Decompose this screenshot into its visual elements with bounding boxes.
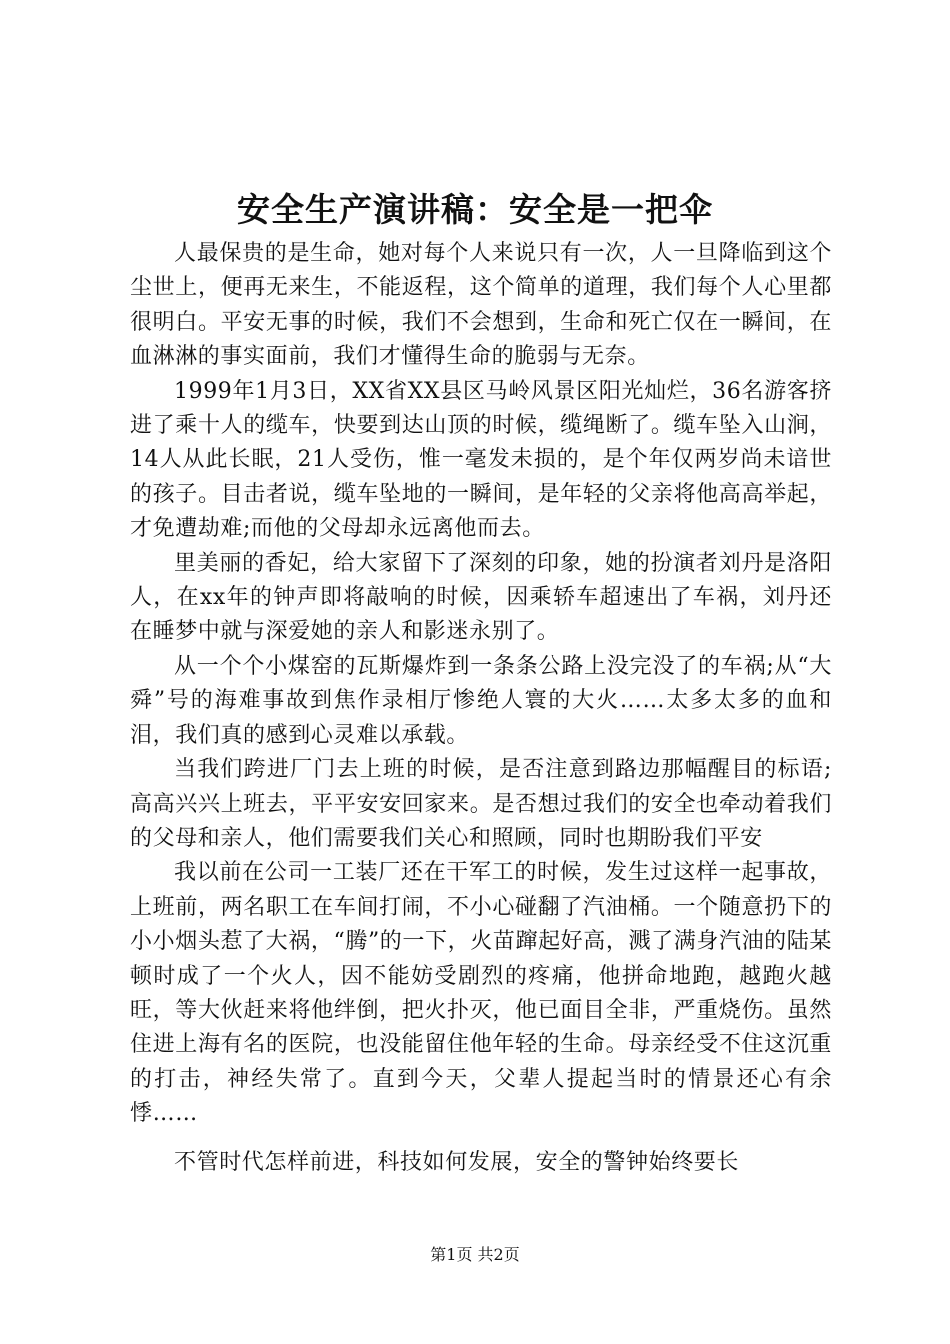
paragraph-2: 1999年1月3日，XX省XX县区马岭风景区阳光灿烂，36名游客挤进了乘十人的缆车，快要到达山顶的时候，缆绳断了。缆车坠入山涧，14人从此长眠，21人受伤，惟一毫发未损的，是个年仅两岁尚未谙世的孩子。目击者说，缆车坠地的一瞬间，是年轻的父亲将他高高举起，才免遭劫难;而他的父母却永远离他而去。: [130, 378, 832, 542]
paragraph-5: 当我们跨进厂门去上班的时候，是否注意到路边那幅醒目的标语;高高兴兴上班去，平平安安回家来。是否想过我们的安全也牵动着我们的父母和亲人，他们需要我们关心和照顾，同时也期盼我们平安: [130, 757, 832, 851]
document-body: [130, 237, 832, 1180]
paragraph-6: 我以前在公司一工装厂还在干军工的时候，发生过这样一起事故，上班前，两名职工在车间打闹，不小心碰翻了汽油桶。一个随意扔下的小小烟头惹了大祸，“腾”的一下，火苗蹿起好高，溅了满身汽油的陆某顿时成了一个火人，因不能妨受剧烈的疼痛，他拼命地跑，越跑火越旺，等大伙赶来将他绊倒，把火扑灭，他已面目全非，严重烧伤。虽然住进上海有名的医院，也没能留住他年轻的生命。母亲经受不住这沉重的打击，神经失常了。直到今天，父辈人提起当时的情景还心有余悸……: [130, 860, 832, 1127]
paragraph-3: 里美丽的香妃，给大家留下了深刻的印象，她的扮演者刘丹是洛阳人，在xx年的钟声即将敲响的时候，因乘轿车超速出了车祸，刘丹还在睡梦中就与深爱她的亲人和影迷永别了。: [130, 550, 832, 645]
paragraph-7: 不管时代怎样前进，科技如何发展，安全的警钟始终要长: [174, 1149, 740, 1175]
paragraph-4: 从一个个小煤窑的瓦斯爆炸到一条条公路上没完没了的车祸;从“大舜”号的海难事故到焦作录相厅惨绝人寰的大火……太多太多的血和泪，我们真的感到心灵难以承载。: [130, 653, 832, 748]
paragraph-1: 人最保贵的是生命，她对每个人来说只有一次，人一旦降临到这个尘世上，便再无来生，不能返程，这个简单的道理，我们每个人心里都很明白。平安无事的时候，我们不会想到，生命和死亡仅在一瞬间，在血淋淋的事实面前，我们才懂得生命的脆弱与无奈。: [130, 241, 832, 370]
page-number-footer: 第1页 共2页: [430, 1245, 520, 1264]
document-title: 安全生产演讲稿：安全是一把伞: [237, 190, 713, 229]
